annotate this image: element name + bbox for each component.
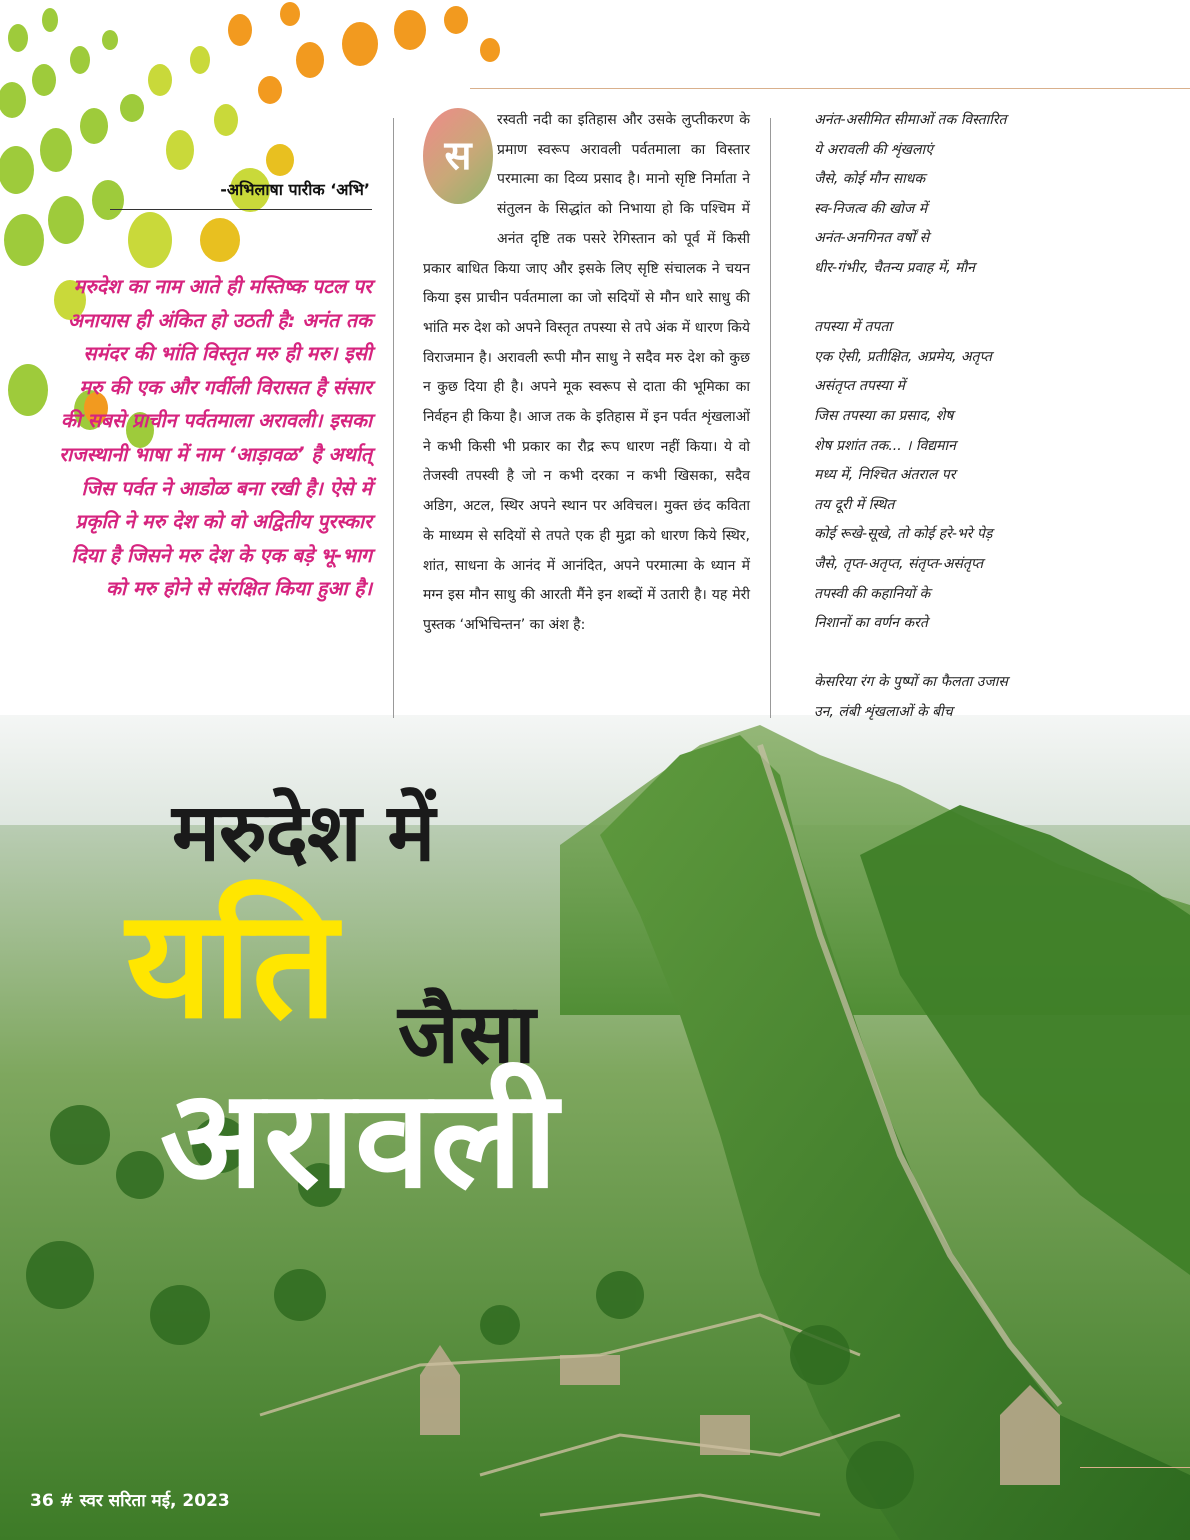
dropcap <box>423 108 493 204</box>
poem-line: अनंत-असीमित सीमाओं तक विस्तारित <box>814 112 1007 128</box>
poem-stanza <box>814 668 1114 727</box>
article-body-text: रस्वती नदी का इतिहास और उसके लुप्तीकरण के प्रमाण स्वरूप अरावली पर्वतमाला का विस्तार परमात्मा का दिव्य प्रसाद है। मानो सृष्टि निर्माता ने संतुलन के सिद्धांत को निभाया हो कि पश्चिम में अनंत दृष्टि तक पसरे रेगिस्तान को पूर्व में किसी प्रकार बाधित किया जाए और इसके लिए सृष्टि संचालक ने चयन किया इस प्राचीन पर्वतमाला का जो सदियों से मौन धारे साधु की भांति मरु देश को अपने विस्तृत तपस्या से तपे अंक में धारण किये विराजमान है। अरावली रूपी मौन साधु ने सदैव मरु देश को कुछ न कुछ दिया ही है। अपने मूक स्वरूप से दाता की भूमिका का निर्वहन ही किया है। आज तक के इतिहास में इन पर्वत शृंखलाओं ने कभी किसी भी प्रकार का रौद्र रूप धारण नहीं किया। ये वो तेजस्वी तपस्वी है जो न कभी दरका न कभी खिसका, सदैव अडिग, अटल, स्थिर अपने स्थान पर अविचल। मुक्त छंद कविता के माध्यम से सदियों से तपते एक ही मुद्रा को धारण किये स्थिर, शांत, साधना के आनंद में आनंदित, अपने परमात्मा के ध्यान में मग्न इस मौन साधु की आरती मैंने इन शब्दों में उतारी है। यह मेरी पुस्तक ‘अभिचिन्तन’ का अंश है: <box>423 112 750 633</box>
intro-pullquote: मरुदेश का नाम आते ही मस्तिष्क पटल पर अनायास ही अंकित हो उठती है: अनंत तक समंदर की भांति विस्तृत मरु ही मरु। इसी मरु की एक और गर्वीली विरासत है संसार की सबसे प्राचीन पर्वतमाला अरावली। इसका राजस्थानी भाषा में नाम ‘आड़ावळ’ है अर्थात् जिस पर्वत ने आडोळ बना रखी है। ऐसे में प्रकृति ने मरु देश को वो अद्वितीय पुरस्कार दिया है जिसने मरु देश के एक बड़े भू-भाग को मरु होने से संरक्षित किया हुआ है। <box>59 275 372 601</box>
poem-line: ये अरावली की शृंखलाएं <box>814 141 933 158</box>
poem-line: केसरिया रंग के पुष्पों का फैलता उजास <box>814 674 1008 691</box>
byline-rule <box>110 209 372 210</box>
top-rule <box>470 88 1190 89</box>
author-byline: -अभिलाषा पारीक ‘अभि’ <box>220 180 370 199</box>
poem-line: उन, लंबी शृंखलाओं के बीच <box>814 703 953 720</box>
poem-line: कोई रूखे-सूखे, तो कोई हरे-भरे पेड़ <box>814 526 993 543</box>
column-divider <box>770 118 771 718</box>
headline-yati: यति <box>126 878 338 1052</box>
poem-line: अनंत-अनगिनत वर्षों से <box>814 230 930 247</box>
column-divider <box>393 118 394 718</box>
poem-line: शेष प्रशांत तक... । विद्यमान <box>814 437 956 454</box>
poem-stanza <box>814 313 1114 639</box>
poem-line: जैसे, तृप्त-अतृप्त, संतृप्त-असंतृप्त <box>814 555 984 572</box>
headline-line1: मरुदेश में <box>172 786 435 879</box>
poem-line: निशानों का वर्णन करते <box>814 615 928 632</box>
poem-line: एक ऐसी, प्रतीक्षित, अप्रमेय, अतृप्त <box>814 348 992 365</box>
poem-line: तय दूरी में स्थित <box>814 496 895 513</box>
headline-jaisa: जैसा <box>398 987 536 1082</box>
poem-stanza <box>814 106 1114 284</box>
poem-line: धीर-गंभीर, चैतन्य प्रवाह में, मौन <box>814 259 975 276</box>
poem-line: स्व-निजत्व की खोज में <box>814 200 928 217</box>
poem-line: जैसे, कोई मौन साधक <box>814 171 926 188</box>
headline-aravali: अरावली <box>160 1061 558 1219</box>
bottom-rule <box>1080 1467 1190 1468</box>
page-folio: 36 # स्वर सरिता मई, 2023 <box>30 1491 230 1511</box>
poem-line: जिस तपस्या का प्रसाद, शेष <box>814 407 954 424</box>
poem-line: तपस्या में तपता <box>814 319 892 336</box>
poem <box>814 106 1114 757</box>
poem-line: मध्य में, निश्चित अंतराल पर <box>814 467 956 484</box>
poem-line: असंतृप्त तपस्या में <box>814 378 905 395</box>
poem-line: तपस्वी की कहानियों के <box>814 585 931 602</box>
dropcap-letter: स <box>444 133 472 179</box>
